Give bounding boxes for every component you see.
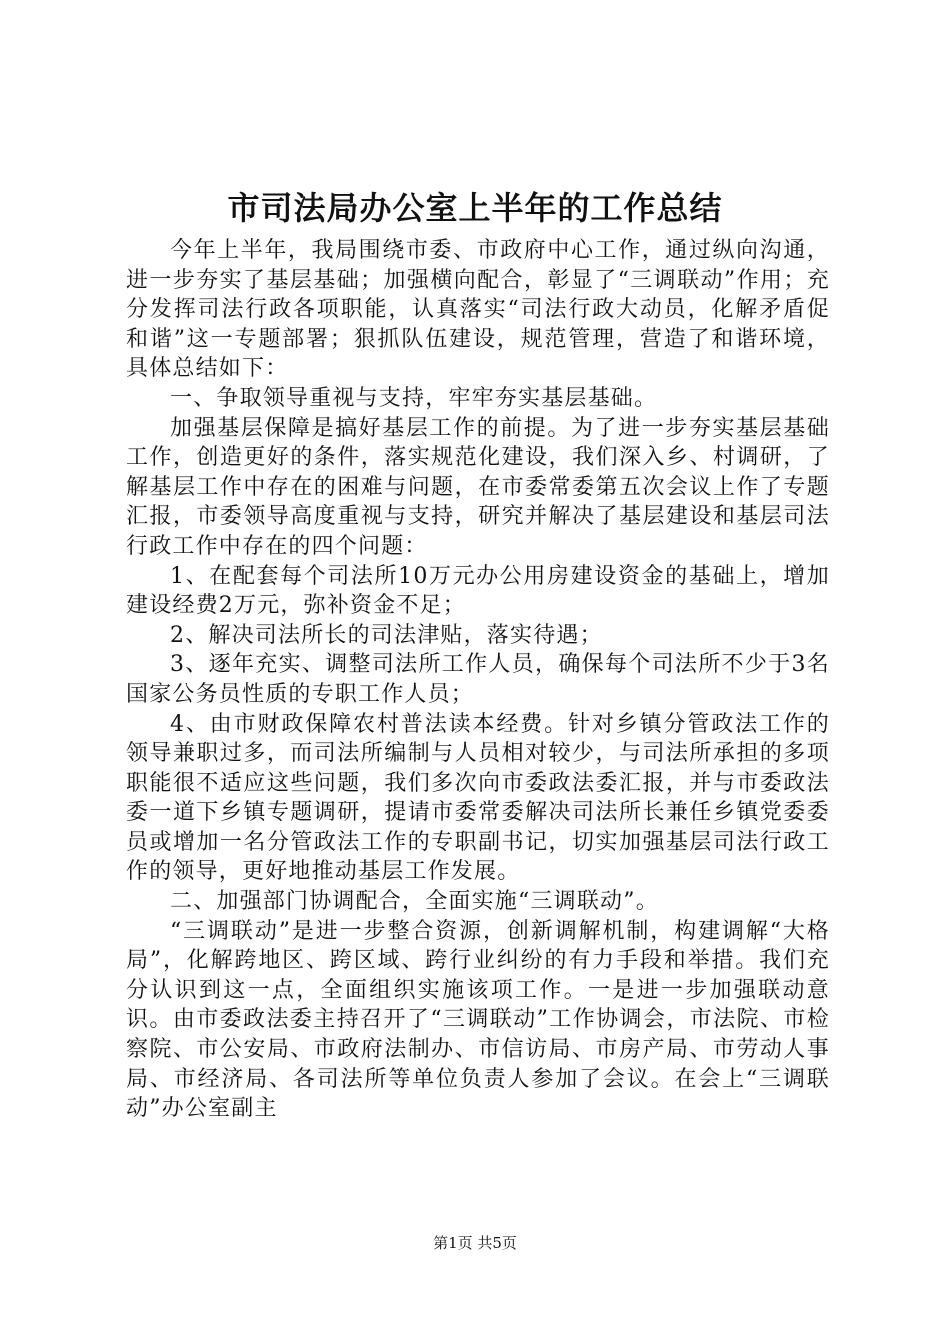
list-item-4: 4、由市财政保障农村普法读本经费。针对乡镇分管政法工作的领导兼职过多，而司法所编制与人员相对较少，与司法所承担的多项职能很不适应这些问题，我们多次向市委政法委汇报，并与市委政法委一道下乡镇专题调研，提请市委常委解决司法所长兼任乡镇党委委员或增加一名分管政法工作的专职副书记，切实加强基层司法行政工作的领导，更好地推动基层工作发展。 — [126, 711, 830, 885]
section-heading-1: 一、争取领导重视与支持，牢牢夯实基层基础。 — [170, 385, 658, 411]
list-item-2: 2、解决司法所长的司法津贴，落实待遇； — [170, 622, 603, 648]
section-heading-2: 二、加强部门协调配合，全面实施“三调联动”。 — [170, 889, 659, 915]
document-body — [126, 236, 830, 1124]
paragraph-intro: 今年上半年，我局围绕市委、市政府中心工作，通过纵向沟通，进一步夯实了基层基础；加强横向配合，彰显了“三调联动”作用；充分发挥司法行政各项职能，认真落实“司法行政大动员，化解矛盾促和谐”这一专题部署；狠抓队伍建设，规范管理，营造了和谐环境，具体总结如下： — [126, 238, 830, 382]
document-title: 市司法局办公室上半年的工作总结 — [227, 189, 723, 227]
list-item-3: 3、逐年充实、调整司法所工作人员，确保每个司法所不少于3名国家公务员性质的专职工作人员； — [126, 652, 830, 707]
paragraph: “三调联动”是进一步整合资源，创新调解机制，构建调解“大格局”，化解跨地区、跨区域、跨行业纠纷的有力手段和举措。我们充分认识到这一点，全面组织实施该项工作。一是进一步加强联动意识。由市委政法委主持召开了“三调联动”工作协调会，市法院、市检察院、市公安局、市政府法制办、市信访局、市房产局、市劳动人事局、市经济局、各司法所等单位负责人参加了会议。在会上“三调联动”办公室副主 — [126, 918, 830, 1122]
paragraph: 加强基层保障是搞好基层工作的前提。为了进一步夯实基层基础工作，创造更好的条件，落实规范化建设，我们深入乡、村调研，了解基层工作中存在的困难与问题，在市委常委第五次会议上作了专题汇报，市委领导高度重视与支持，研究并解决了基层建设和基层司法行政工作中存在的四个问题： — [126, 415, 830, 559]
list-item-1: 1、在配套每个司法所10万元办公用房建设资金的基础上，增加建设经费2万元，弥补资金不足； — [126, 563, 830, 619]
page-number-footer: 第1页 共5页 — [433, 1234, 517, 1252]
